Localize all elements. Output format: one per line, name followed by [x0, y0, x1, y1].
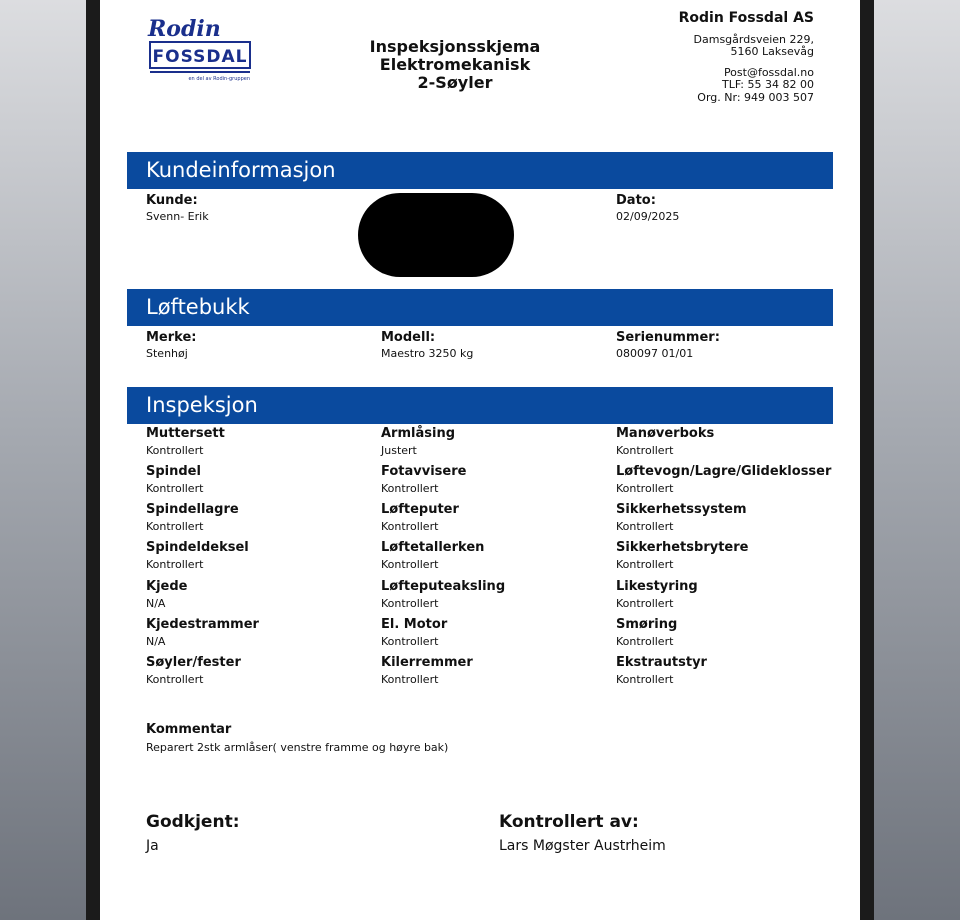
- inspection-item: [381, 426, 455, 457]
- item-label: Løfteputeaksling: [381, 579, 506, 594]
- company-email: Post@fossdal.no: [723, 65, 814, 79]
- item-label: Søyler/fester: [146, 655, 241, 670]
- item-status: Kontrollert: [381, 635, 439, 648]
- item-status: Kontrollert: [616, 482, 674, 495]
- item-status: Kontrollert: [381, 520, 439, 533]
- inspection-item: [616, 617, 677, 648]
- item-status: Justert: [381, 444, 417, 457]
- item-label: Sikkerhetsbrytere: [616, 540, 749, 555]
- inspection-item: [381, 579, 505, 610]
- section-inspection: Inspeksjon: [127, 387, 833, 424]
- item-status: Kontrollert: [146, 558, 204, 571]
- document-page: [100, 0, 860, 920]
- inspector-label: Kontrollert av:: [499, 812, 639, 832]
- comment-label: Kommentar: [146, 722, 232, 737]
- inspection-item: [616, 540, 748, 571]
- item-status: N/A: [146, 597, 166, 610]
- date-field: [616, 193, 679, 223]
- inspection-item: [616, 426, 714, 457]
- item-label: Fotavvisere: [381, 464, 467, 479]
- document-title: [340, 38, 570, 92]
- logo-tagline: en del av Rodin-gruppen: [188, 76, 250, 82]
- item-status: Kontrollert: [616, 635, 674, 648]
- item-status: Kontrollert: [381, 482, 439, 495]
- item-label: Spindel: [146, 464, 201, 479]
- item-label: Ekstrautstyr: [616, 655, 707, 670]
- item-label: Armlåsing: [381, 426, 456, 441]
- inspection-item: [616, 579, 698, 610]
- company-info: [679, 12, 814, 104]
- item-status: Kontrollert: [146, 520, 204, 533]
- item-status: Kontrollert: [616, 673, 674, 686]
- item-label: Kjedestrammer: [146, 617, 259, 632]
- brand-label: Merke:: [146, 330, 197, 345]
- inspection-item: [381, 540, 484, 571]
- inspection-item: [146, 617, 259, 648]
- inspector-block: [499, 812, 666, 854]
- item-status: Kontrollert: [146, 482, 204, 495]
- company-address-2: 5160 Laksevåg: [730, 45, 814, 58]
- inspection-item: [146, 540, 249, 571]
- item-status: Kontrollert: [616, 558, 674, 571]
- model-label: Modell:: [381, 330, 436, 345]
- section-customer-info: Kundeinformasjon: [127, 152, 833, 189]
- dark-frame-right: [860, 0, 874, 920]
- item-label: Manøverboks: [616, 426, 715, 441]
- inspection-item: [146, 579, 187, 610]
- item-label: Smøring: [616, 617, 678, 632]
- serial-label: Serienummer:: [616, 330, 720, 345]
- item-status: Kontrollert: [616, 597, 674, 610]
- inspection-item: [146, 464, 203, 495]
- title-line-2: Elektromekanisk: [379, 55, 531, 74]
- inspector-value: Lars Møgster Austrheim: [499, 838, 666, 854]
- logo-line1: Rodin: [148, 16, 221, 42]
- item-label: Likestyring: [616, 579, 698, 594]
- dark-frame-left: [86, 0, 100, 920]
- comment-block: [146, 722, 448, 754]
- item-label: Muttersett: [146, 426, 225, 441]
- inspection-item: [616, 464, 831, 495]
- item-status: Kontrollert: [146, 673, 204, 686]
- model-value: Maestro 3250 kg: [381, 347, 474, 360]
- inspection-item: [381, 655, 473, 686]
- customer-value: Svenn- Erik: [146, 210, 209, 223]
- inspection-item: [381, 464, 466, 495]
- inspection-item: [616, 655, 707, 686]
- item-status: N/A: [146, 635, 166, 648]
- inspection-item: [616, 502, 747, 533]
- item-label: Sikkerhetssystem: [616, 502, 747, 517]
- customer-label: Kunde:: [146, 193, 198, 208]
- inspection-item: [381, 617, 447, 648]
- item-label: Spindellagre: [146, 502, 239, 517]
- item-status: Kontrollert: [381, 673, 439, 686]
- approved-value: Ja: [146, 838, 159, 854]
- company-org-number: Org. Nr: 949 003 507: [697, 90, 814, 104]
- serial-value: 080097 01/01: [616, 347, 694, 360]
- item-status: Kontrollert: [616, 520, 674, 533]
- approved-label: Godkjent:: [146, 812, 240, 832]
- date-value: 02/09/2025: [616, 210, 680, 223]
- item-label: El. Motor: [381, 617, 448, 632]
- rodin-fossdal-logo: [146, 14, 258, 84]
- brand-value: Stenhøj: [146, 347, 188, 360]
- brand-field: [146, 330, 196, 360]
- section-lift: Løftebukk: [127, 289, 833, 326]
- item-label: Løftevogn/Lagre/Glideklosser: [616, 464, 832, 479]
- logo-line2: FOSSDAL: [152, 47, 248, 67]
- item-label: Spindeldeksel: [146, 540, 249, 555]
- company-address-1: Damsgårdsveien 229,: [693, 32, 814, 46]
- item-label: Kjede: [146, 579, 188, 594]
- item-status: Kontrollert: [146, 444, 204, 457]
- approved-block: [146, 812, 240, 854]
- customer-field: [146, 193, 209, 223]
- item-status: Kontrollert: [381, 558, 439, 571]
- date-label: Dato:: [616, 193, 656, 208]
- inspection-item: [146, 655, 241, 686]
- serial-field: [616, 330, 720, 360]
- company-phone: TLF: 55 34 82 00: [721, 78, 814, 91]
- comment-text: Reparert 2stk armlåser( venstre framme og høyre bak): [146, 741, 449, 754]
- item-label: Løftetallerken: [381, 540, 485, 555]
- model-field: [381, 330, 473, 360]
- inspection-item: [146, 426, 225, 457]
- title-line-3: 2-Søyler: [417, 73, 493, 92]
- company-name: Rodin Fossdal AS: [678, 10, 814, 26]
- item-label: Kilerremmer: [381, 655, 473, 670]
- inspection-item: [381, 502, 459, 533]
- title-line-1: Inspeksjonsskjema: [369, 37, 541, 56]
- item-status: Kontrollert: [616, 444, 674, 457]
- inspection-item: [146, 502, 239, 533]
- item-label: Løfteputer: [381, 502, 459, 517]
- redaction-mark: [358, 193, 514, 277]
- item-status: Kontrollert: [381, 597, 439, 610]
